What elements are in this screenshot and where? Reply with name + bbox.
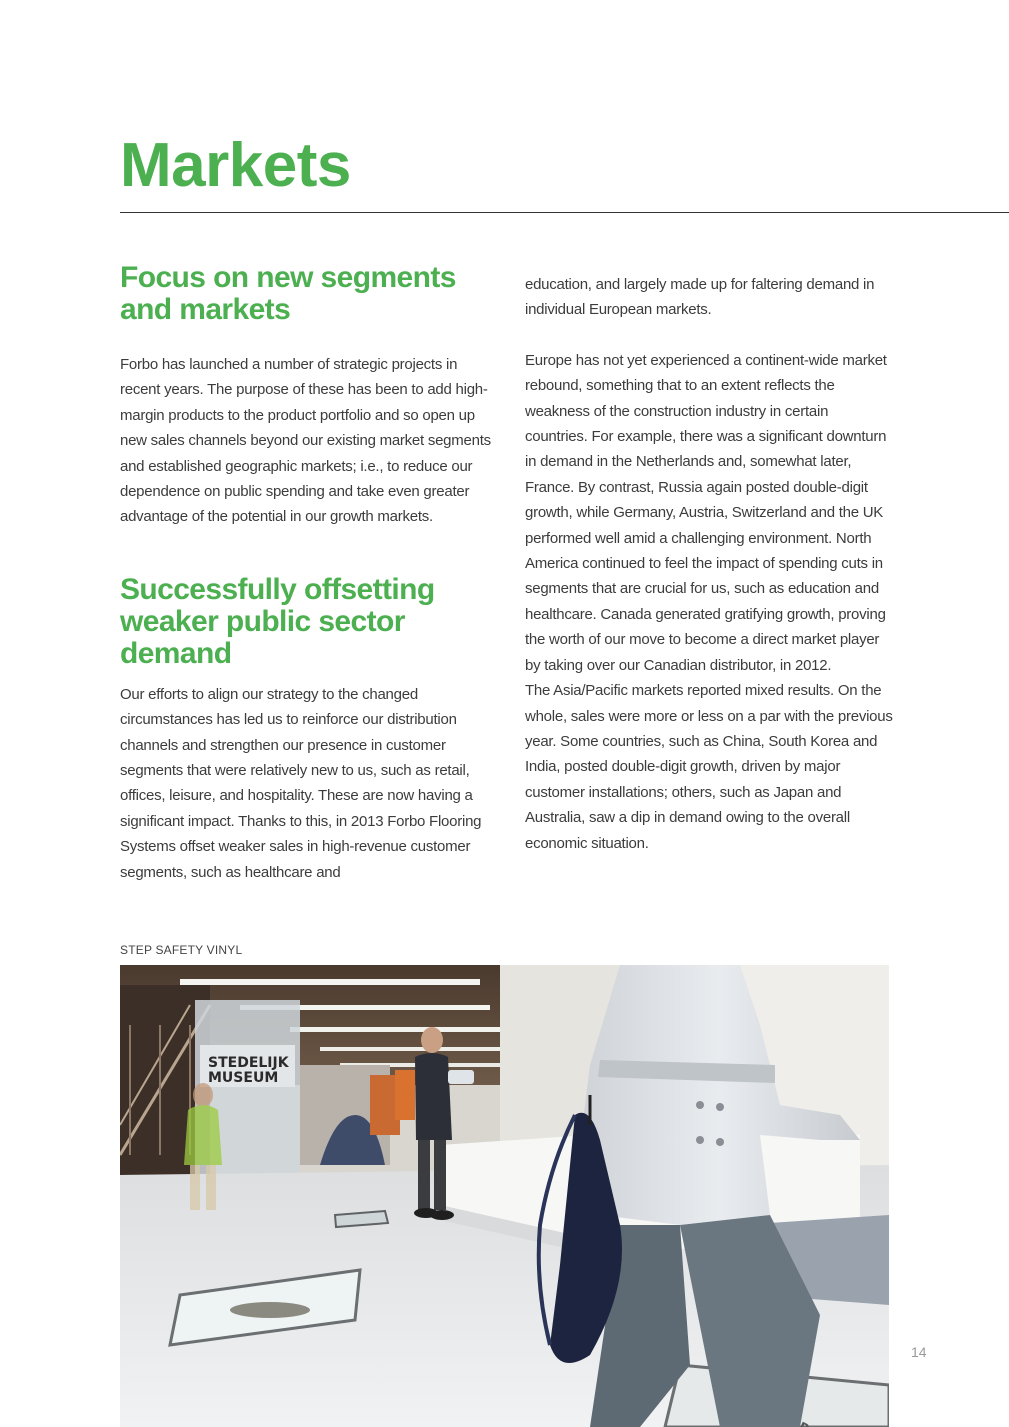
europe-paragraph: Europe has not yet experienced a continent-wide market rebound, something that to an extent reflects the weakness of the construction industry in certain countries. For example, there was a significant downturn in demand in the Netherlands and, somewhat later, France. By contrast, Russia again posted double-digit growth, while Germany, Austria, Switzerland and the UK performed well amid a challenging environment. North America continued to feel the impact of spending cuts in segments that are crucial for us, such as education and healthcare. Canada generated gratifying growth, proving the worth of our move to become a direct market player by taking over our Canadian distributor, in 2012.: [525, 351, 887, 674]
focus-paragraph: Forbo has launched a number of strategic projects in recent years. The purpose of these has been to add high-margin products to the product portfolio and so open up new sales channels beyond our existing market segments and established geographic markets; i.e., to reduce our dependence on public spending and take even greater advantage of the potential in our growth markets.: [120, 356, 491, 526]
heading-line: Successfully offsetting: [120, 572, 435, 606]
right-paragraph-continued: education, and largely made up for faltering demand in individual European markets.: [525, 276, 875, 319]
section-heading-focus: [120, 262, 492, 326]
title-divider: [120, 212, 1009, 213]
left-column: [120, 262, 492, 885]
heading-line: demand: [120, 636, 232, 670]
sign-line-1: STEDELIJK: [208, 1055, 289, 1071]
heading-line: weaker public sector: [120, 604, 405, 638]
page-title: Markets: [120, 131, 351, 200]
offsetting-paragraph: Our efforts to align our strategy to the changed circumstances has led us to reinforce our distribution channels and strengthen our presence in customer segments that were relatively new to us, such as retail, offices, leisure, and hospitality. These are now having a significant impact. Thanks to this, in 2013 Forbo Flooring Systems offset weaker sales in high-revenue customer segments, such as healthcare and: [120, 685, 482, 881]
sign-line-2: MUSEUM: [208, 1070, 279, 1086]
heading-line: Focus on new segments: [120, 261, 456, 294]
section-heading-offsetting: [120, 574, 492, 670]
heading-line: and markets: [120, 293, 291, 326]
right-column: [525, 272, 893, 856]
image-caption: STEP SAFETY VINYL: [120, 943, 243, 957]
page-number: 14: [911, 1344, 927, 1360]
museum-photo: [120, 965, 889, 1427]
asia-pacific-paragraph: The Asia/Pacific markets reported mixed results. On the whole, sales were more or less on a par with the previous year. Some countries, such as China, South Korea and India, posted double-digit growth, driven by major customer installations; others, such as Japan and Australia, saw a dip in demand owing to the overall economic situation.: [525, 682, 893, 852]
